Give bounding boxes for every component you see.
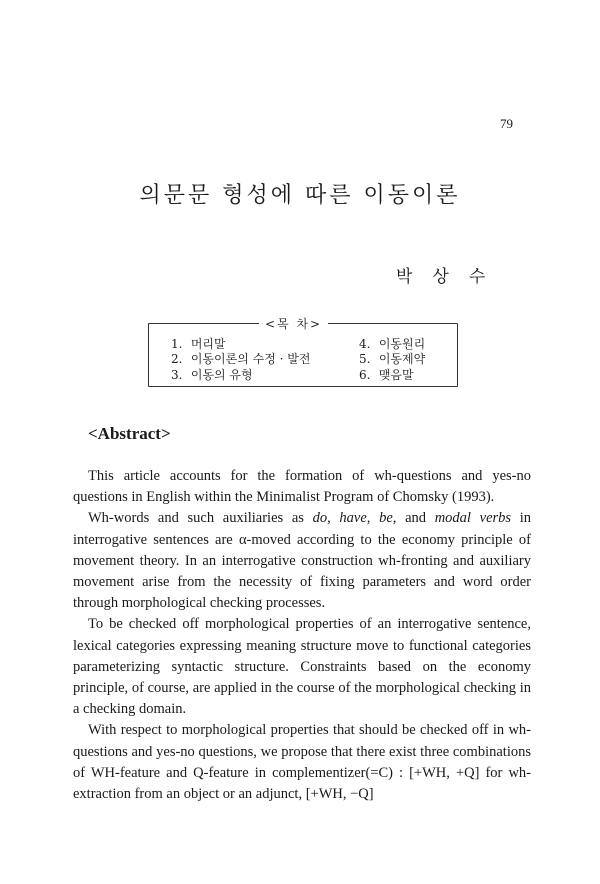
abstract-body xyxy=(73,466,531,805)
toc-item-number: 6. xyxy=(359,368,371,382)
toc-item-label: 이동이론의 수정 · 발전 xyxy=(190,352,311,366)
toc-item-label: 머리말 xyxy=(190,337,226,351)
toc-item-number: 2. xyxy=(171,352,183,366)
toc-item xyxy=(359,350,425,367)
author-name: 박상수 xyxy=(396,267,506,287)
toc-item-label: 이동원리 xyxy=(378,337,426,351)
toc-item xyxy=(359,366,414,383)
toc-item-label: 이동제약 xyxy=(378,352,426,366)
toc-item-number: 1. xyxy=(171,337,183,351)
abstract-paragraph: With respect to morphological properties that should be checked off in wh-questions and yes-no questions, we propose that there exist three combinations of WH-feature and Q-feature in complementizer(=C) : [+WH, +Q] for wh-extraction from an object or an adjunct, [+WH, −Q] xyxy=(73,722,531,803)
abstract-paragraph: This article accounts for the formation of wh-questions and yes-no questions in English within the Minimalist Program of Chomsky (1993). xyxy=(73,468,531,506)
abstract-heading: <Abstract> xyxy=(88,424,171,443)
abstract-paragraph: Wh-words and such auxiliaries as do, have, be, and modal verbs in interrogative sentences are α-moved according to the economy principle of movement theory. In an interrogative construction wh-fronting and auxiliary movement arise from the necessity of fixing parameters and word order through morphological checking processes. xyxy=(73,510,532,612)
toc-item-number: 4. xyxy=(359,337,371,351)
abstract-paragraph: To be checked off morphological properties of an interrogative sentence, lexical categories expressing meaning structure move to functional categories parameterizing syntactic structure. Constraints based on the economy principle, of course, are applied in the course of the morphological checking in a checking domain. xyxy=(73,616,531,718)
toc-item xyxy=(171,366,253,383)
toc-item-label: 맺음말 xyxy=(378,368,414,382)
page-number: 79 xyxy=(500,116,513,131)
toc-item-label: 이동의 유형 xyxy=(190,368,253,382)
toc-heading: <목 차> xyxy=(259,315,328,332)
paper-title: 의문문 형성에 따른 이동이론 xyxy=(139,183,461,208)
toc-item xyxy=(171,350,310,367)
table-of-contents xyxy=(148,317,458,387)
toc-item-number: 5. xyxy=(359,352,371,366)
toc-item-number: 3. xyxy=(171,368,183,382)
